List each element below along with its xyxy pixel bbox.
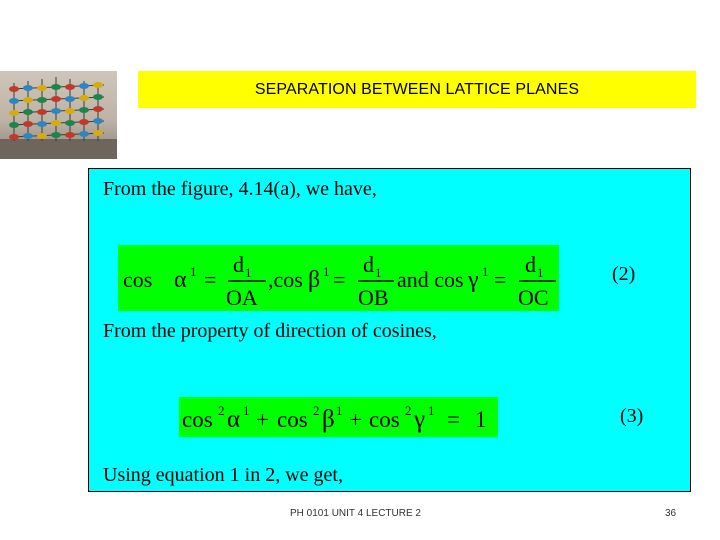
eq3-plus-1: + <box>256 407 269 432</box>
eq3-gamma-symbol: γ <box>414 406 426 433</box>
text-line-1: From the figure, 4.14(a), we have, <box>103 178 377 200</box>
eq2-equals-2: = <box>333 267 346 292</box>
eq2-gamma-superscript: 1 <box>482 264 489 279</box>
eq3-alpha-symbol: α <box>227 406 241 433</box>
equation-2 <box>118 245 559 311</box>
slide-title: SEPARATION BETWEEN LATTICE PLANES <box>254 80 580 98</box>
eq2-equals-3: = <box>494 267 507 292</box>
eq2-alpha-symbol: α <box>174 267 187 293</box>
eq3-cos-2: cos <box>277 407 308 432</box>
eq3-gamma-superscript: 1 <box>428 403 435 418</box>
eq3-square-2: 2 <box>313 403 320 418</box>
eq2-numerator-sub-3: 1 <box>537 265 544 280</box>
equation-3 <box>179 397 498 437</box>
eq3-one: 1 <box>475 407 487 432</box>
eq2-numerator-sub-1: 1 <box>245 265 252 280</box>
eq2-denominator-oc: OC <box>518 285 549 310</box>
eq2-and-cos-label: and cos <box>397 267 464 292</box>
eq2-comma-cos-label: ,cos <box>268 267 303 292</box>
footer-page-number: 36 <box>665 508 677 519</box>
equation-number-3: (3) <box>620 405 644 427</box>
eq2-cos-label: cos <box>123 267 153 292</box>
equation-number-2: (2) <box>612 263 636 285</box>
eq2-numerator-d-2: d <box>363 252 374 277</box>
eq2-denominator-oa: OA <box>226 285 258 310</box>
eq3-cos-3: cos <box>369 407 400 432</box>
eq3-square-1: 2 <box>218 403 225 418</box>
footer-lecture: PH 0101 UNIT 4 LECTURE 2 <box>290 508 421 519</box>
eq2-numerator-d-1: d <box>233 252 244 277</box>
eq2-equals-1: = <box>204 267 217 292</box>
text-line-3: Using equation 1 in 2, we get, <box>103 464 343 486</box>
eq3-plus-2: + <box>349 407 362 432</box>
eq2-denominator-ob: OB <box>358 285 389 310</box>
eq3-square-3: 2 <box>405 403 412 418</box>
eq2-beta-symbol: β <box>308 267 321 293</box>
eq2-numerator-d-3: d <box>525 252 536 277</box>
eq2-gamma-symbol: γ <box>468 267 479 293</box>
eq3-alpha-superscript: 1 <box>243 403 250 418</box>
eq3-equals: = <box>447 407 460 432</box>
lattice-model-image <box>0 71 117 159</box>
eq2-numerator-sub-2: 1 <box>375 265 382 280</box>
eq3-beta-superscript: 1 <box>336 403 343 418</box>
slide-title-banner <box>138 71 696 108</box>
eq3-beta-symbol: β <box>322 406 335 433</box>
text-line-2: From the property of direction of cosines, <box>103 320 437 342</box>
eq2-alpha-superscript: 1 <box>190 264 197 279</box>
eq2-beta-superscript: 1 <box>323 264 330 279</box>
eq3-cos-1: cos <box>182 407 213 432</box>
